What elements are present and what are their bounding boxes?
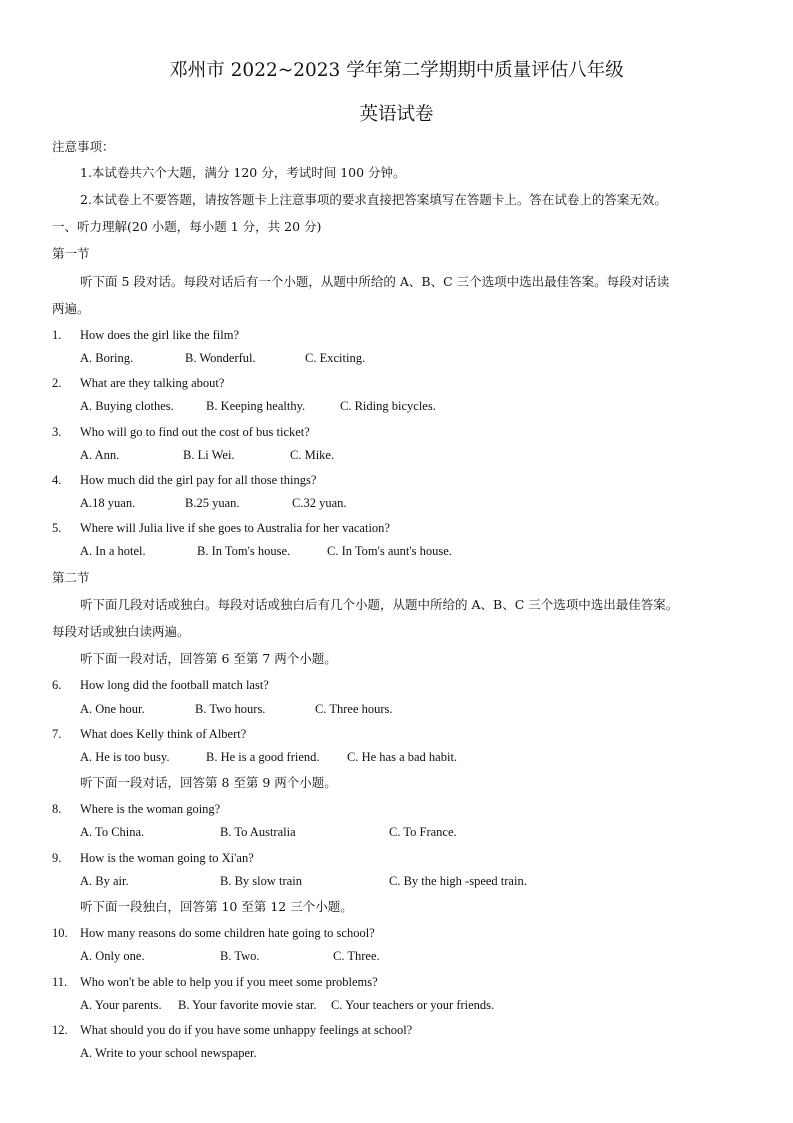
group-instruction-3: 听下面一段独白，回答第 10 至第 12 三个小题。: [80, 899, 353, 914]
option-b: B. Two hours.: [195, 702, 266, 716]
question-text: What should you do if you have some unhappy feelings at school?: [80, 1023, 413, 1037]
part-2-heading: 第二节: [52, 570, 90, 585]
question-number: 10.: [52, 926, 68, 940]
question-text: Who will go to find out the cost of bus ticket?: [80, 425, 310, 439]
option-b: B. Two.: [220, 949, 260, 963]
section-heading: 一、听力理解(20 小题，每小题 1 分，共 20 分): [52, 219, 322, 234]
exam-title: 邓州市 2022~2023 学年第二学期期中质量评估八年级: [169, 60, 624, 81]
option-c: C.32 yuan.: [292, 496, 347, 510]
option-b: B. Your favorite movie star.: [178, 998, 317, 1012]
group-instruction-2: 听下面一段对话，回答第 8 至第 9 两个小题。: [80, 775, 337, 790]
question-number: 6.: [52, 678, 62, 692]
option-b: B.25 yuan.: [185, 496, 240, 510]
group-instruction-1: 听下面一段对话，回答第 6 至第 7 两个小题。: [80, 651, 337, 666]
part-1-instruction: 听下面 5 段对话。每段对话后有一个小题，从题中所给的 A、B、C 三个选项中选出最佳答案。每段对话读: [80, 274, 670, 289]
option-a: A. Only one.: [80, 949, 145, 963]
option-a: A. By air.: [80, 874, 129, 888]
question-text: Where is the woman going?: [80, 802, 221, 816]
option-b: B. Wonderful.: [185, 351, 256, 365]
option-c: C. Riding bicycles.: [340, 399, 436, 413]
part-2-instruction: 听下面几段对话或独白。每段对话或独白后有几个小题，从题中所给的 A、B、C 三个选项中选出最佳答案。: [80, 597, 679, 612]
option-c: C. Your teachers or your friends.: [331, 998, 495, 1012]
option-b: B. To Australia: [220, 825, 296, 839]
question-number: 12.: [52, 1023, 68, 1037]
part-2-instruction-cont: 每段对话或独白读两遍。: [52, 624, 190, 639]
option-c: C. Mike.: [290, 448, 335, 462]
option-a: A. Buying clothes.: [80, 399, 174, 413]
option-a: A. He is too busy.: [80, 750, 170, 764]
part-1-instruction-cont: 两遍。: [52, 301, 90, 316]
question-text: What does Kelly think of Albert?: [80, 727, 247, 741]
option-a: A. Write to your school newspaper.: [80, 1046, 257, 1060]
notice-heading: 注意事项：: [52, 139, 115, 154]
option-a: A. One hour.: [80, 702, 145, 716]
option-a: A. To China.: [80, 825, 145, 839]
part-1-heading: 第一节: [52, 246, 90, 261]
option-c: C. To France.: [389, 825, 457, 839]
question-number: 9.: [52, 851, 62, 865]
question-text: How many reasons do some children hate going to school?: [80, 926, 375, 940]
question-number: 5.: [52, 521, 62, 535]
question-number: 11.: [52, 975, 68, 989]
question-number: 8.: [52, 802, 62, 816]
option-b: B. Li Wei.: [183, 448, 235, 462]
question-number: 4.: [52, 473, 62, 487]
question-text: Who won't be able to help you if you meet some problems?: [80, 975, 378, 989]
option-b: B. By slow train: [220, 874, 302, 888]
option-c: C. In Tom's aunt's house.: [327, 544, 452, 558]
question-number: 3.: [52, 425, 62, 439]
question-number: 7.: [52, 727, 62, 741]
option-c: C. He has a bad habit.: [347, 750, 458, 764]
question-number: 2.: [52, 376, 62, 390]
option-c: C. Three hours.: [315, 702, 393, 716]
option-a: A. In a hotel.: [80, 544, 146, 558]
option-c: C. Three.: [333, 949, 380, 963]
question-text: How long did the football match last?: [80, 678, 269, 692]
exam-subtitle: 英语试卷: [359, 104, 434, 125]
question-text: What are they talking about?: [80, 376, 225, 390]
option-a: A. Your parents.: [80, 998, 162, 1012]
notice-item-2: 2.本试卷上不要答题，请按答题卡上注意事项的要求直接把答案填写在答题卡上。答在试卷上的答案无效。: [80, 192, 667, 207]
question-text: How much did the girl pay for all those things?: [80, 473, 317, 487]
option-b: B. He is a good friend.: [206, 750, 320, 764]
question-text: Where will Julia live if she goes to Australia for her vacation?: [80, 521, 390, 535]
option-a: A. Boring.: [80, 351, 134, 365]
option-a: A.18 yuan.: [80, 496, 136, 510]
option-a: A. Ann.: [80, 448, 120, 462]
option-c: C. Exciting.: [305, 351, 366, 365]
question-number: 1.: [52, 328, 62, 342]
question-text: How does the girl like the film?: [80, 328, 239, 342]
option-b: B. In Tom's house.: [197, 544, 291, 558]
question-text: How is the woman going to Xi'an?: [80, 851, 254, 865]
option-c: C. By the high -speed train.: [389, 874, 527, 888]
option-b: B. Keeping healthy.: [206, 399, 306, 413]
notice-item-1: 1.本试卷共六个大题，满分 120 分，考试时间 100 分钟。: [80, 165, 406, 180]
